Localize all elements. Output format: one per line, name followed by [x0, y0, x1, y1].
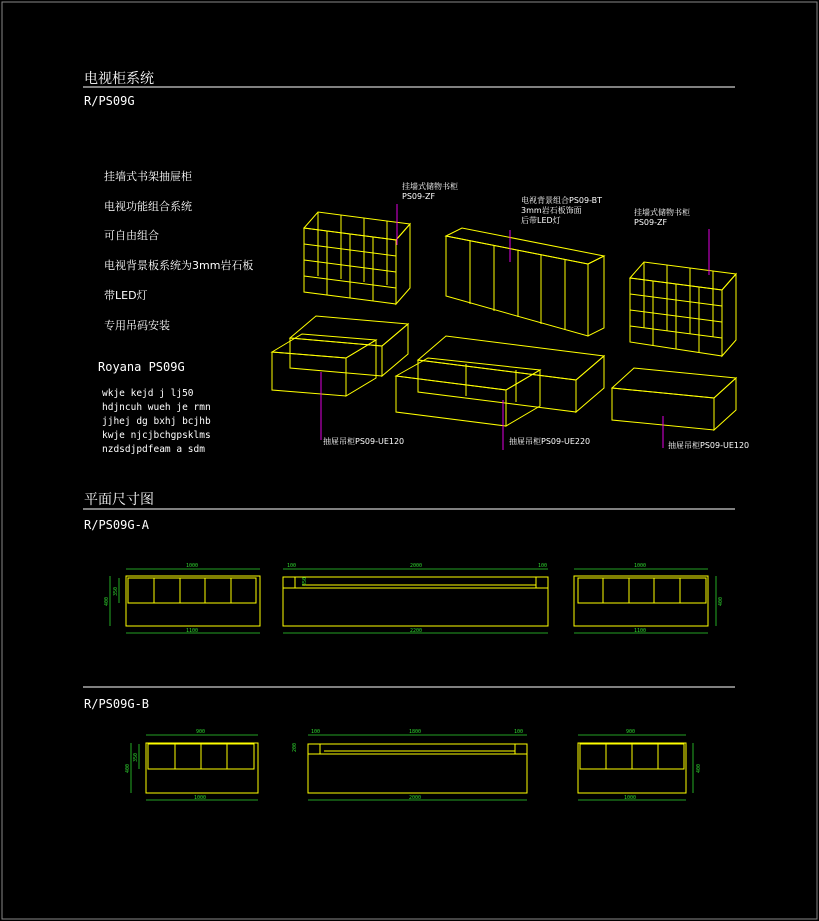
dim-label: 1000 — [634, 563, 647, 569]
description-line: nzdsdjpdfeam a sdm — [102, 444, 205, 455]
feature-item: 电视背景板系统为3mm岩石板 — [104, 259, 254, 272]
dim-label: 400 — [104, 596, 110, 606]
plan-a-mid — [283, 577, 548, 626]
dim-label: 350 — [302, 576, 308, 586]
brand-name: Royana PS09G — [98, 360, 185, 374]
section-code-b: R/PS09G-B — [84, 697, 150, 711]
feature-item: 专用吊码安装 — [104, 319, 170, 332]
feature-item: 可自由组合 — [104, 229, 159, 242]
tv-panel-iso — [446, 228, 604, 336]
dim-label: 200 — [292, 742, 298, 752]
label-drawer-left: 抽屉吊柜PS09-UE120 — [323, 437, 405, 446]
shelf-right-iso — [630, 262, 736, 356]
section-code-1: R/PS09G — [84, 94, 135, 108]
description-line: hdjncuh wueh je rmn — [102, 402, 211, 413]
feature-item: 带LED灯 — [104, 289, 148, 302]
dim-label: 2000 — [409, 795, 422, 801]
plan-b — [146, 743, 686, 793]
leader-lines — [321, 204, 709, 450]
description-line: kwje njcjbchgpsklms — [102, 430, 211, 441]
dim-label: 100 — [311, 729, 321, 735]
plan-b-left — [146, 743, 258, 793]
label-drawer-right: 抽屉吊柜PS09-UE120 — [668, 441, 750, 450]
label-shelf-left: 挂墙式储物书柜 PS09-ZF — [402, 182, 458, 201]
dim-label: 900 — [196, 729, 206, 735]
dim-label: 350 — [133, 752, 139, 762]
section-title-2: 平面尺寸图 — [84, 492, 154, 508]
dim-label: 1000 — [624, 795, 637, 801]
label-shelf-right: 挂墙式储物书柜 PS09-ZF — [634, 208, 690, 227]
dim-label: 400 — [696, 763, 702, 773]
dim-label: 1100 — [186, 628, 199, 634]
feature-item: 挂墙式书架抽屉柜 — [104, 170, 192, 183]
dim-label: 400 — [718, 596, 724, 606]
drawer-right-iso — [612, 368, 736, 430]
feature-item: 电视功能组合系统 — [104, 200, 192, 213]
plan-a-right — [574, 576, 708, 626]
label-tv-panel: 电视背景组合PS09-BT 3mm岩石板饰面 后带LED灯 — [521, 196, 603, 225]
dim-label: 100 — [287, 563, 297, 569]
label-drawer-mid: 抽屉吊柜PS09-UE220 — [509, 437, 591, 446]
plan-b-dim-lines — [131, 735, 693, 800]
section-code-a: R/PS09G-A — [84, 518, 150, 532]
dim-label: 100 — [514, 729, 524, 735]
dim-label: 2000 — [410, 563, 423, 569]
dim-label: 900 — [626, 729, 636, 735]
dim-label: 400 — [125, 763, 131, 773]
dim-label: 2200 — [410, 628, 423, 634]
dim-label: 1000 — [186, 563, 199, 569]
sheet-border — [2, 2, 817, 919]
dim-label: 1800 — [409, 729, 422, 735]
dim-label: 100 — [538, 563, 548, 569]
plan-a-left — [126, 576, 260, 626]
description-line: jjhej dg bxhj bcjhb — [102, 416, 211, 427]
plan-a — [126, 576, 708, 626]
drawer-left-iso — [272, 316, 408, 396]
section-title-1: 电视柜系统 — [84, 71, 154, 87]
dim-label: 1100 — [634, 628, 647, 634]
description-line: wkje kejd j lj50 — [102, 388, 194, 399]
drawer-mid-iso — [396, 336, 604, 426]
dim-label: 350 — [113, 586, 119, 596]
shelf-left-iso — [304, 212, 410, 304]
dim-label: 1000 — [194, 795, 207, 801]
plan-a-dim-lines — [110, 569, 716, 633]
